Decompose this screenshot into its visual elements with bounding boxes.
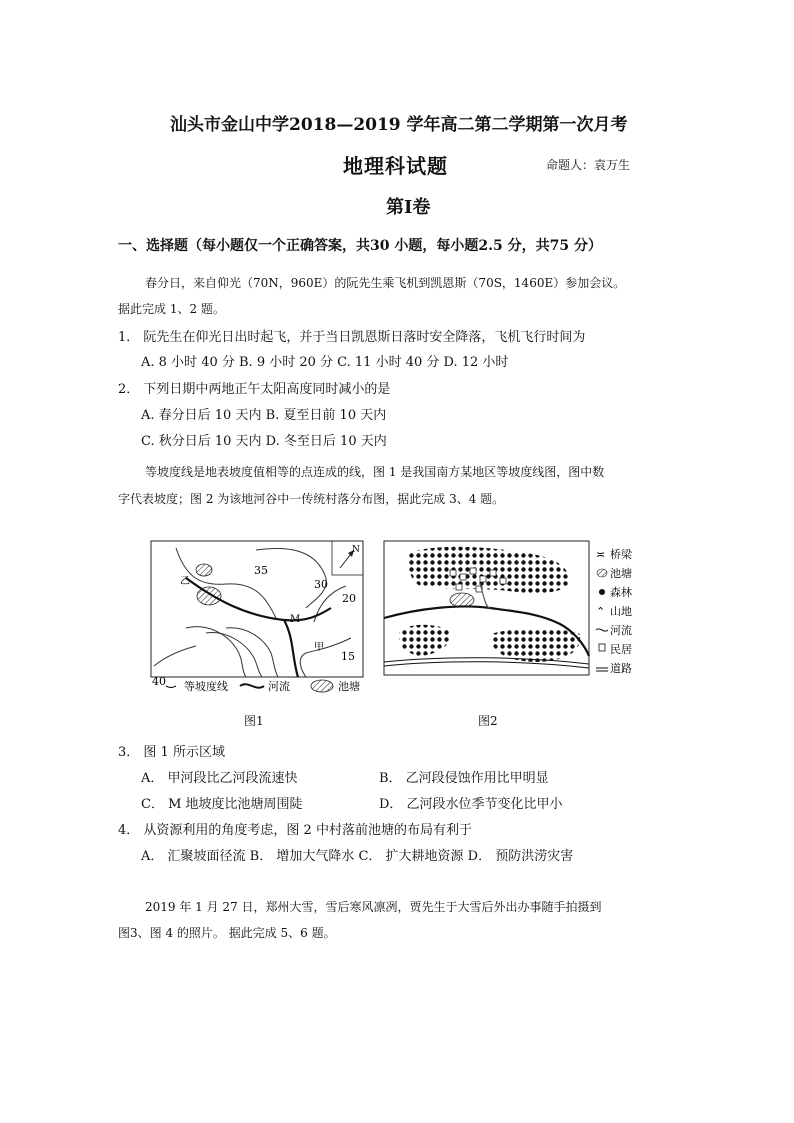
forest-southwest (399, 625, 451, 656)
legend-river-icon-2 (596, 629, 608, 631)
legend-bridge-label: 桥梁 (610, 548, 632, 561)
intro-paragraph-3-line-2: 图3、图 4 的照片。 据此完成 5、6 题。 (118, 926, 336, 940)
figure-1-caption: 图1 (244, 714, 264, 728)
svg-text:≍: ≍ (596, 548, 606, 561)
question-4-stem: 4． 从资源利用的角度考虑，图 2 中村落前池塘的布局有利于 (118, 823, 472, 838)
legend-mountain-icon: ⌃ (596, 605, 606, 618)
label-40: 40 (152, 675, 166, 688)
legend-contour-label: 等坡度线 (184, 680, 228, 693)
author-line: 命题人：袁万生 (546, 158, 631, 172)
label-15: 15 (341, 650, 355, 663)
legend-forest-icon (599, 589, 605, 595)
north-label: N (352, 545, 360, 555)
legend-house-label: 民居 (610, 643, 632, 656)
contour-line-b (206, 633, 262, 677)
label-jia: 甲 (314, 642, 324, 653)
forest-north (408, 547, 570, 593)
figure-2-legend (596, 547, 633, 675)
legend-pond-label: 池塘 (338, 680, 360, 693)
intro-paragraph-2-line-1: 等坡度线是地表坡度值相等的点连成的线，图 1 是我国南方某地区等坡度线图，图中数 (145, 465, 605, 479)
legend-mountain-label: 山地 (610, 605, 632, 618)
village-pond (450, 593, 474, 607)
question-1-stem: 1． 阮先生在仰光日出时起飞，并于当日凯恩斯日落时安全降落，飞机飞行时间为 (118, 330, 586, 345)
pond-large (197, 587, 221, 605)
legend-forest-label: 森林 (610, 586, 632, 599)
legend-house-icon (599, 644, 605, 651)
contour-line-c (226, 628, 278, 677)
pond-small (196, 564, 212, 576)
label-20: 20 (342, 592, 356, 605)
figure-1-contour-map (146, 538, 368, 702)
question-2-options-ab: A. 春分日后 10 天内 B. 夏至日前 10 天内 (141, 408, 387, 423)
legend-river-label-2: 河流 (610, 624, 632, 637)
forest-southeast (490, 628, 580, 662)
intro-paragraph-3-line-1: 2019 年 1 月 27 日，郑州大雪，雪后寒风凛冽，贾先生于大雪后外出办事随手拍摄到 (145, 900, 602, 914)
volume-title: 第I卷 (386, 197, 431, 218)
figure-2-caption: 图2 (478, 714, 498, 728)
question-1-options: A. 8 小时 40 分 B. 9 小时 20 分 C. 11 小时 40 分 D. 12 小时 (141, 355, 509, 370)
label-m: M (290, 614, 301, 625)
question-3-option-c: C． M 地坡度比池塘周围陡 (141, 797, 303, 812)
legend-pond-icon-2 (597, 569, 607, 577)
contour-line-35 (176, 548, 276, 618)
legend-pond-icon (311, 680, 333, 692)
contour-line-a (186, 627, 246, 677)
legend-contour-icon (166, 686, 176, 688)
contour-line-40 (154, 646, 196, 666)
intro-paragraph-1-line-1: 春分日，来自仰光（70N，960E）的阮先生乘飞机到凯恩斯（70S，1460E）参加会议。 (145, 276, 626, 290)
intro-paragraph-2-line-2: 字代表坡度；图 2 为该地河谷中一传统村落分布图，据此完成 3、4 题。 (118, 492, 505, 506)
question-3-option-b: B． 乙河段侵蚀作用比甲明显 (379, 771, 549, 786)
legend-river-label: 河流 (268, 680, 290, 693)
question-3-option-a: A． 甲河段比乙河段流速快 (141, 771, 298, 786)
subject-title: 地理科试题 (343, 154, 448, 178)
intro-paragraph-1-line-2: 据此完成 1、2 题。 (118, 302, 225, 316)
legend-pond-label-2: 池塘 (610, 567, 632, 580)
legend-river-icon (240, 684, 264, 687)
section-heading: 一、选择题（每小题仅一个正确答案，共30 小题，每小题2.5 分，共75 分） (118, 238, 602, 254)
question-2-options-cd: C. 秋分日后 10 天内 D. 冬至日后 10 天内 (141, 434, 387, 449)
label-yi: 乙 (180, 576, 190, 587)
exam-title: 汕头市金山中学2018—2019 学年高二第二学期第一次月考 (170, 115, 628, 135)
label-35: 35 (254, 564, 268, 577)
figure-2-village-map (380, 538, 646, 680)
question-3-option-d: D． 乙河段水位季节变化比甲小 (379, 797, 563, 812)
question-4-options: A． 汇聚坡面径流 B． 增加大气降水 C． 扩大耕地资源 D． 预防洪涝灾害 (141, 849, 574, 864)
question-3-stem: 3． 图 1 所示区域 (118, 745, 225, 760)
label-30: 30 (314, 578, 328, 591)
legend-road-label: 道路 (610, 662, 632, 675)
question-2-stem: 2． 下列日期中两地正午太阳高度同时减小的是 (118, 382, 391, 397)
